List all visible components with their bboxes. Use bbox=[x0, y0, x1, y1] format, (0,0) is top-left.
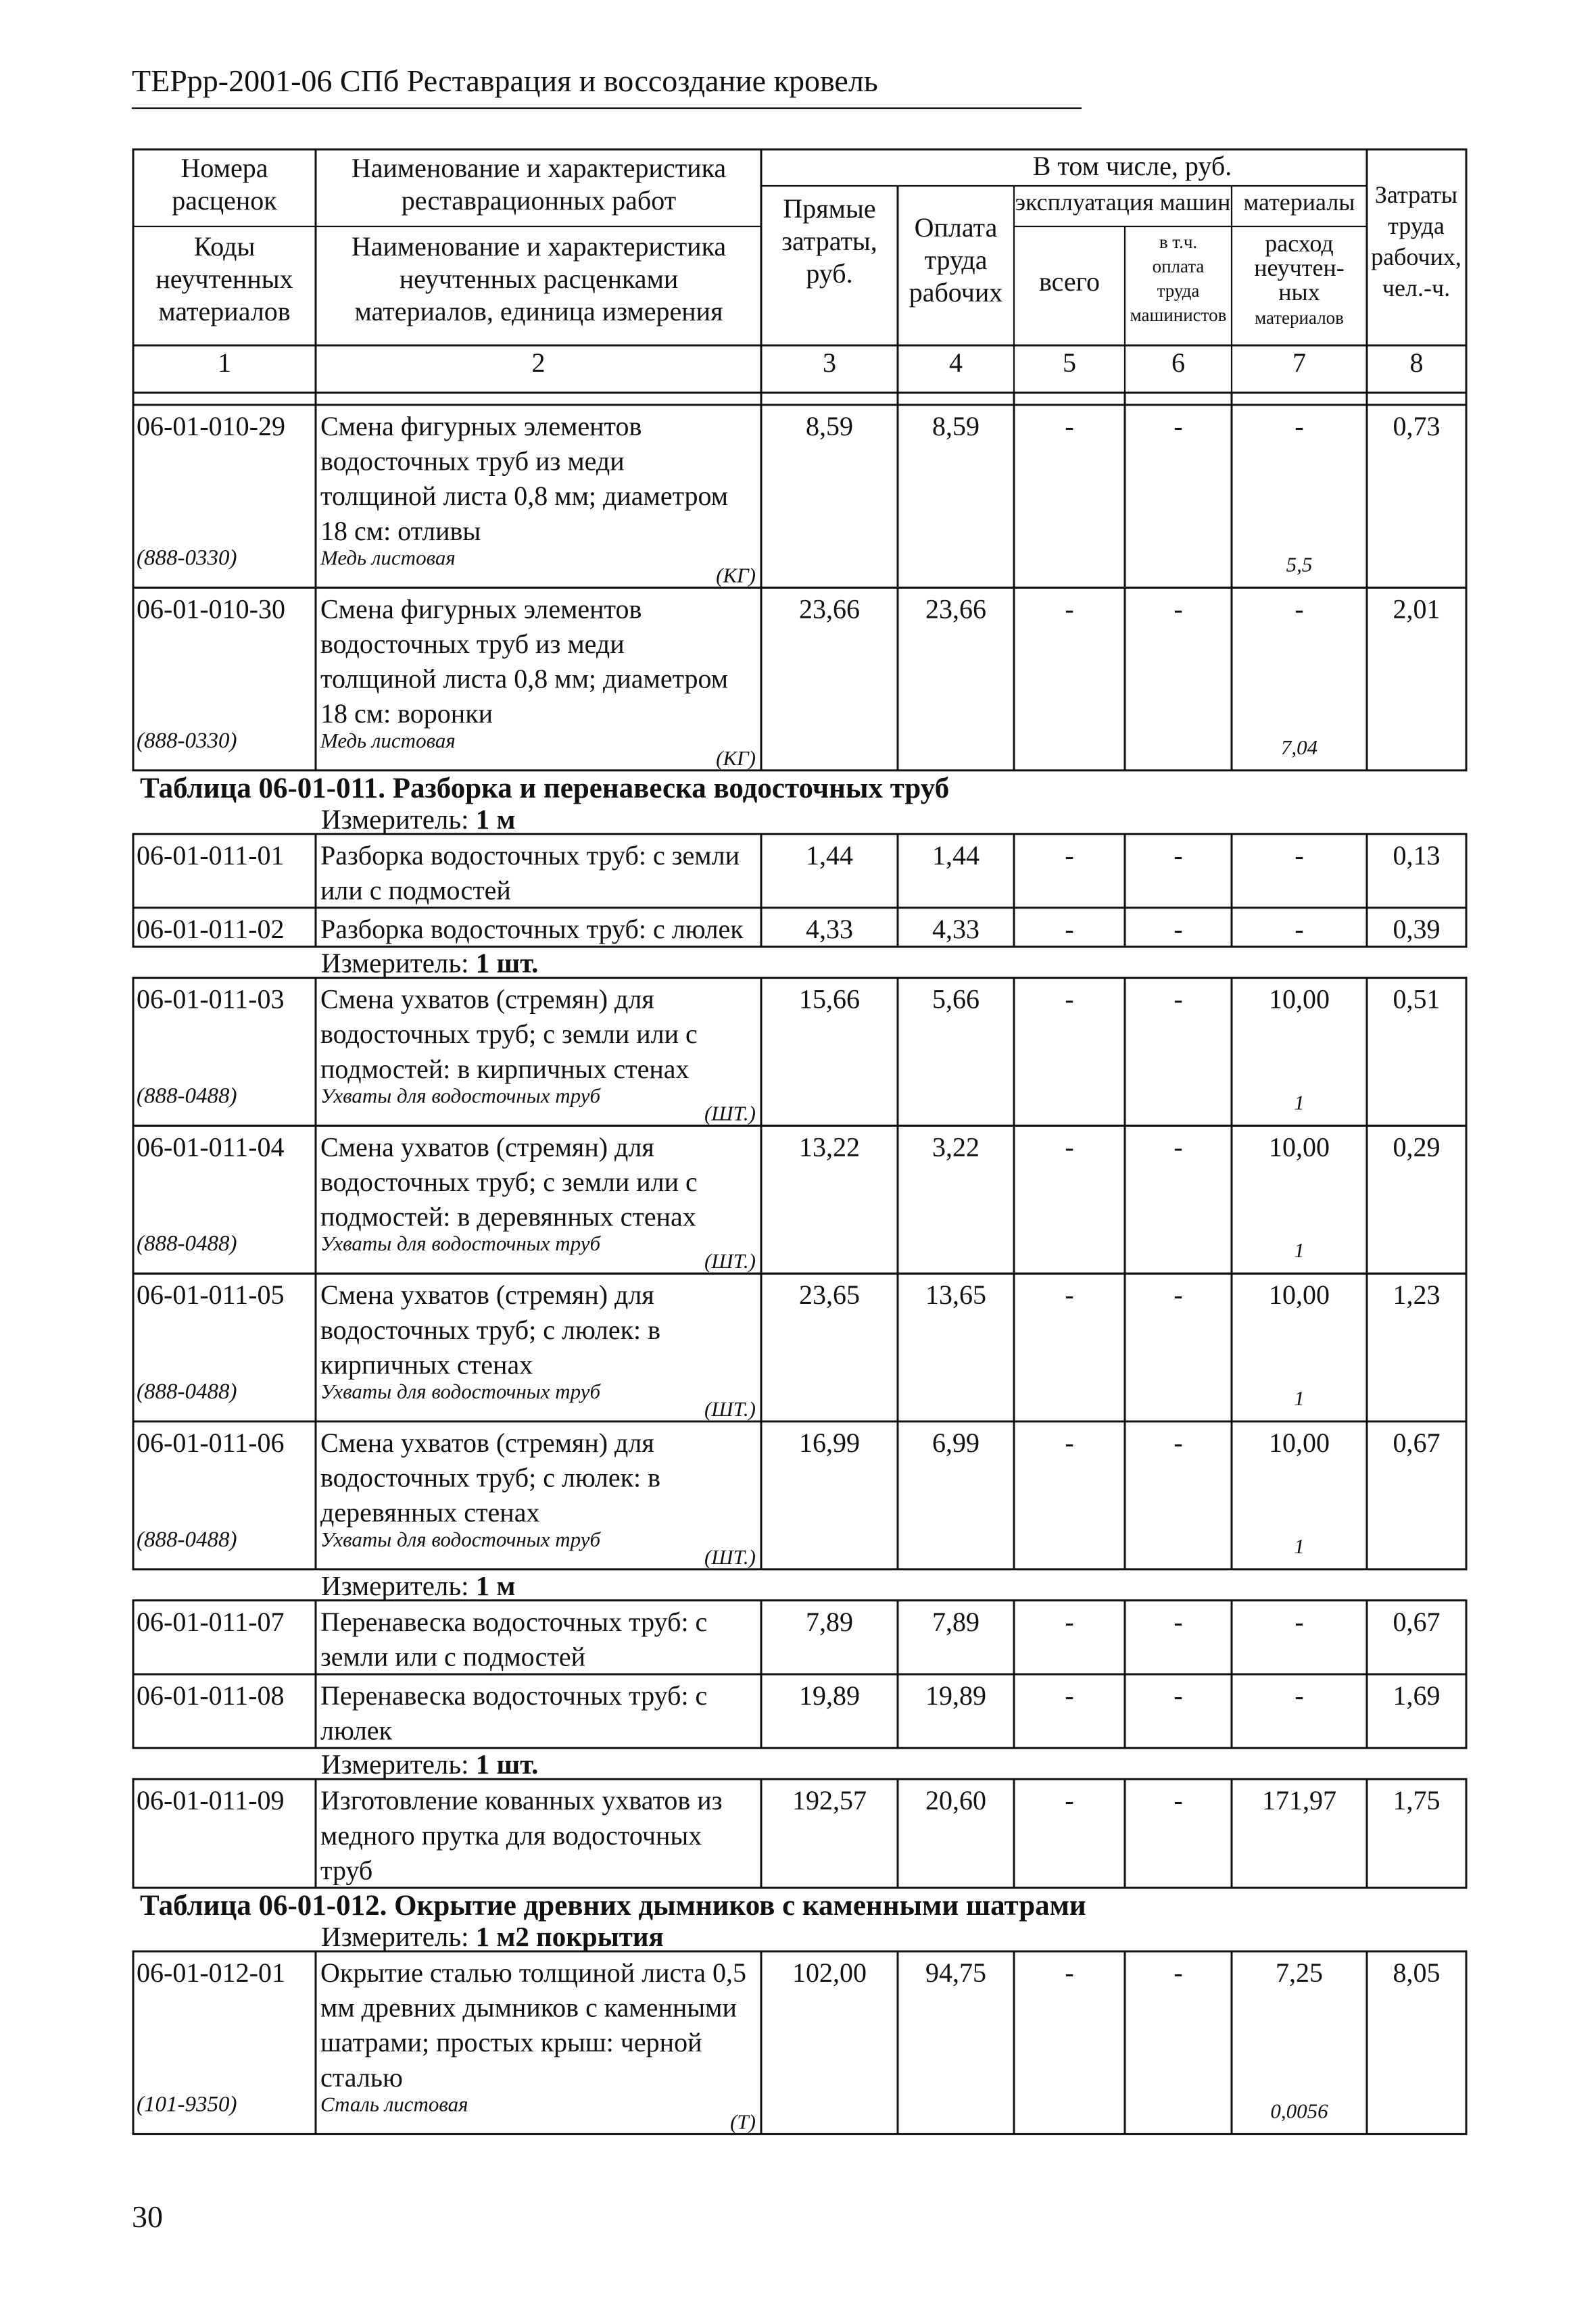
header-col1-sub2: неучтенных bbox=[155, 264, 293, 294]
machinist-labor: - bbox=[1174, 593, 1183, 625]
table-row bbox=[133, 1273, 1466, 1421]
material-qty: 1 bbox=[1294, 1090, 1305, 1115]
material-unit: (ШТ.) bbox=[704, 1101, 756, 1125]
machinist-labor: - bbox=[1174, 914, 1183, 944]
material-qty: 1 bbox=[1294, 1534, 1305, 1558]
table-row bbox=[133, 1779, 1466, 1888]
material-code: (888-0330) bbox=[137, 728, 237, 753]
direct-cost: 13,22 bbox=[799, 1131, 860, 1163]
material-code: (888-0488) bbox=[137, 1232, 237, 1257]
material-cost: - bbox=[1295, 411, 1304, 441]
material-unit: (КГ) bbox=[716, 746, 756, 770]
material-cost: 171,97 bbox=[1262, 1785, 1336, 1816]
header-col8-line3: рабочих, bbox=[1371, 243, 1461, 270]
work-name-line: Перенавеска водосточных труб: с bbox=[320, 1606, 708, 1637]
labor-hours: 1,69 bbox=[1393, 1680, 1441, 1711]
table-row bbox=[133, 1951, 1466, 2134]
material-qty: 1 bbox=[1294, 1386, 1305, 1410]
material-code: (101-9350) bbox=[137, 2092, 237, 2117]
machine-cost: - bbox=[1065, 839, 1074, 871]
machinist-labor: - bbox=[1174, 1957, 1183, 1988]
header-col7-line1: расход bbox=[1265, 230, 1334, 257]
meter-label: Измеритель: 1 шт. bbox=[321, 1749, 539, 1780]
machinist-labor: - bbox=[1174, 839, 1183, 871]
column-number: 7 bbox=[1292, 347, 1306, 378]
machine-cost: - bbox=[1065, 411, 1074, 441]
material-cost: - bbox=[1295, 593, 1304, 625]
work-name-line: водосточных труб; с люлек: в bbox=[320, 1314, 661, 1345]
direct-cost: 15,66 bbox=[799, 983, 860, 1015]
work-name-line: Разборка водосточных труб: с люлек bbox=[320, 914, 744, 944]
work-name-line: подмостей: в деревянных стенах bbox=[320, 1201, 696, 1232]
rate-code: 06-01-011-07 bbox=[137, 1606, 285, 1637]
header-col3-line2: затраты, bbox=[781, 226, 877, 256]
labor-cost: 23,66 bbox=[925, 593, 986, 625]
material-qty: 1 bbox=[1294, 1238, 1305, 1263]
machinist-labor: - bbox=[1174, 1785, 1183, 1816]
meter-label: Измеритель: 1 м bbox=[321, 1569, 516, 1601]
material-name: Ухваты для водосточных труб bbox=[320, 1232, 601, 1256]
work-name-line: или с подмостей bbox=[320, 875, 511, 906]
header-col1-sub1: Коды bbox=[193, 231, 256, 262]
direct-cost: 16,99 bbox=[799, 1428, 860, 1458]
header-col7-line3: ных bbox=[1278, 278, 1320, 306]
labor-cost: 20,60 bbox=[925, 1785, 986, 1816]
labor-cost: 94,75 bbox=[925, 1957, 986, 1988]
labor-hours: 0,51 bbox=[1393, 983, 1441, 1015]
machinist-labor: - bbox=[1174, 1428, 1183, 1458]
direct-cost: 4,33 bbox=[806, 914, 853, 944]
header-col2-line2: реставрационных работ bbox=[401, 185, 677, 216]
material-name: Ухваты для водосточных труб bbox=[320, 1380, 601, 1403]
material-code: (888-0488) bbox=[137, 1083, 237, 1108]
labor-hours: 0,39 bbox=[1393, 914, 1441, 944]
direct-cost: 7,89 bbox=[806, 1606, 853, 1637]
work-name-line: Смена фигурных элементов bbox=[320, 411, 642, 441]
meter-label: Измеритель: 1 м2 покрытия bbox=[321, 1921, 664, 1952]
material-code: (888-0330) bbox=[137, 545, 237, 570]
material-code: (888-0488) bbox=[137, 1380, 237, 1404]
material-name: Ухваты для водосточных труб bbox=[320, 1083, 601, 1108]
material-unit: (ШТ.) bbox=[704, 1249, 756, 1273]
work-name-line: люлек bbox=[320, 1715, 392, 1746]
work-name-line: Окрытие сталью толщиной листа 0,5 bbox=[320, 1957, 746, 1988]
table-row bbox=[133, 405, 1466, 587]
header-col2-sub3: материалов, единица измерения bbox=[354, 296, 723, 326]
header-col7-line2: неучтен- bbox=[1254, 254, 1345, 281]
machine-cost: - bbox=[1065, 1957, 1074, 1988]
direct-cost: 19,89 bbox=[799, 1680, 860, 1711]
material-name: Ухваты для водосточных труб bbox=[320, 1527, 601, 1551]
work-name-line: 18 см: воронки bbox=[320, 698, 493, 729]
material-name: Сталь листовая bbox=[320, 2092, 468, 2116]
meter-label: Измеритель: 1 шт. bbox=[321, 947, 539, 979]
header-col2-sub2: неучтенных расценками bbox=[399, 264, 679, 294]
rate-code: 06-01-011-05 bbox=[137, 1280, 285, 1311]
material-qty: 0,0056 bbox=[1270, 2099, 1328, 2123]
running-head: ТЕРрр-2001-06 СПб Реставрация и воссоздание кровель bbox=[132, 64, 878, 98]
header-machines: эксплуатация машин bbox=[1015, 189, 1231, 216]
column-number: 1 bbox=[218, 347, 231, 378]
header-col7-line4: материалов bbox=[1255, 308, 1344, 328]
work-name-line: Перенавеска водосточных труб: с bbox=[320, 1680, 708, 1711]
labor-cost: 5,66 bbox=[932, 983, 980, 1015]
labor-cost: 4,33 bbox=[932, 914, 980, 944]
work-name-line: 18 см: отливы bbox=[320, 515, 481, 546]
header-col5: всего bbox=[1038, 266, 1101, 297]
labor-cost: 1,44 bbox=[932, 839, 980, 871]
table-row bbox=[133, 834, 1466, 908]
material-cost: 10,00 bbox=[1269, 1428, 1330, 1458]
work-name-line: Разборка водосточных труб: с земли bbox=[320, 839, 740, 871]
table-row bbox=[133, 908, 1466, 947]
work-name-line: водосточных труб из меди bbox=[320, 629, 625, 659]
page-number: 30 bbox=[132, 2199, 163, 2234]
labor-hours: 8,05 bbox=[1393, 1957, 1441, 1988]
rate-code: 06-01-011-08 bbox=[137, 1680, 285, 1711]
work-name-line: подмостей: в кирпичных стенах bbox=[320, 1053, 690, 1084]
table-row bbox=[133, 978, 1466, 1126]
header-col1-line2: расценок bbox=[172, 185, 277, 216]
work-name-line: Смена ухватов (стремян) для bbox=[320, 983, 654, 1015]
header-col6-line1: в т.ч. bbox=[1159, 232, 1198, 252]
header-col1-sub3: материалов bbox=[158, 296, 291, 326]
material-cost: - bbox=[1295, 839, 1304, 871]
header-col8-line4: чел.-ч. bbox=[1382, 274, 1451, 301]
table-row bbox=[133, 1125, 1466, 1273]
table-section bbox=[133, 773, 1466, 1888]
machine-cost: - bbox=[1065, 914, 1074, 944]
column-number: 5 bbox=[1063, 347, 1076, 378]
machine-cost: - bbox=[1065, 1280, 1074, 1311]
header-col6-line2: оплата bbox=[1152, 256, 1205, 276]
machinist-labor: - bbox=[1174, 983, 1183, 1015]
work-name-line: кирпичных стенах bbox=[320, 1349, 533, 1380]
header-col2-line1: Наименование и характеристика bbox=[351, 153, 727, 183]
direct-cost: 23,65 bbox=[799, 1280, 860, 1311]
labor-cost: 8,59 bbox=[932, 411, 980, 441]
direct-cost: 1,44 bbox=[806, 839, 853, 871]
rate-code: 06-01-011-01 bbox=[137, 839, 285, 871]
material-name: Медь листовая bbox=[320, 545, 456, 570]
material-unit: (Т) bbox=[730, 2110, 756, 2134]
work-name-line: медного прутка для водосточных bbox=[320, 1820, 702, 1851]
material-cost: 7,25 bbox=[1276, 1957, 1323, 1988]
header-col8-line2: труда bbox=[1388, 212, 1445, 239]
header-col4-line3: рабочих bbox=[909, 277, 1003, 308]
column-number: 8 bbox=[1409, 347, 1424, 378]
labor-cost: 7,89 bbox=[932, 1606, 980, 1637]
material-name: Медь листовая bbox=[320, 728, 456, 752]
work-name-line: Смена фигурных элементов bbox=[320, 593, 642, 625]
machine-cost: - bbox=[1065, 1131, 1074, 1163]
work-name-line: Смена ухватов (стремян) для bbox=[320, 1428, 654, 1458]
rate-code: 06-01-012-01 bbox=[137, 1957, 285, 1988]
header-col4-line2: труда bbox=[924, 245, 988, 275]
table-row bbox=[133, 1601, 1466, 1674]
work-name-line: водосточных труб; с земли или с bbox=[320, 1167, 698, 1197]
labor-cost: 13,65 bbox=[925, 1280, 986, 1311]
direct-cost: 23,66 bbox=[799, 593, 860, 625]
labor-hours: 0,29 bbox=[1393, 1131, 1441, 1163]
column-number: 6 bbox=[1171, 347, 1185, 378]
work-name-line: толщиной листа 0,8 мм; диаметром bbox=[320, 481, 729, 512]
machine-cost: - bbox=[1065, 1428, 1074, 1458]
labor-hours: 0,73 bbox=[1393, 411, 1441, 441]
labor-hours: 0,67 bbox=[1393, 1606, 1441, 1637]
column-number: 4 bbox=[949, 347, 963, 378]
header-col3-line1: Прямые bbox=[783, 193, 876, 224]
material-cost: - bbox=[1295, 1606, 1304, 1637]
material-qty: 7,04 bbox=[1280, 735, 1318, 759]
meter-label: Измеритель: 1 м bbox=[321, 803, 516, 835]
machine-cost: - bbox=[1065, 1785, 1074, 1816]
machinist-labor: - bbox=[1174, 411, 1183, 441]
material-unit: (КГ) bbox=[716, 563, 756, 587]
table-section bbox=[133, 405, 1466, 771]
direct-cost: 102,00 bbox=[792, 1957, 867, 1988]
work-name-line: труб bbox=[320, 1855, 373, 1886]
material-code: (888-0488) bbox=[137, 1527, 237, 1552]
rate-code: 06-01-010-30 bbox=[137, 593, 285, 625]
column-numbers bbox=[218, 347, 1424, 378]
header-col2-sub1: Наименование и характеристика bbox=[351, 231, 727, 262]
material-unit: (ШТ.) bbox=[704, 1397, 756, 1421]
header-materials: материалы bbox=[1243, 189, 1355, 216]
work-name-line: земли или с подмостей bbox=[320, 1641, 586, 1672]
work-name-line: водосточных труб из меди bbox=[320, 445, 625, 477]
machine-cost: - bbox=[1065, 983, 1074, 1015]
machinist-labor: - bbox=[1174, 1680, 1183, 1711]
table-caption: Таблица 06-01-012. Окрытие древних дымников с каменными шатрами bbox=[140, 1890, 1086, 1922]
table-body bbox=[133, 393, 1466, 2134]
material-cost: 10,00 bbox=[1269, 1280, 1330, 1311]
header-col4-line1: Оплата bbox=[914, 212, 998, 243]
table-section bbox=[133, 1890, 1466, 2134]
material-cost: 10,00 bbox=[1269, 983, 1330, 1015]
labor-cost: 3,22 bbox=[932, 1131, 980, 1163]
header-col6-line4: машинистов bbox=[1130, 305, 1227, 325]
work-name-line: Смена ухватов (стремян) для bbox=[320, 1280, 654, 1311]
work-name-line: водосточных труб; с люлек: в bbox=[320, 1462, 661, 1493]
labor-hours: 1,23 bbox=[1393, 1280, 1441, 1311]
machine-cost: - bbox=[1065, 1680, 1074, 1711]
labor-hours: 0,13 bbox=[1393, 839, 1441, 871]
header-col8-line1: Затраты bbox=[1374, 181, 1458, 208]
header-col1-line1: Номера bbox=[180, 153, 268, 183]
labor-cost: 6,99 bbox=[932, 1428, 980, 1458]
header-col6-line3: труда bbox=[1157, 281, 1200, 301]
work-name-line: сталью bbox=[320, 2062, 403, 2093]
table-row bbox=[133, 1674, 1466, 1748]
header-group: В том числе, руб. bbox=[1032, 151, 1232, 181]
table-header bbox=[133, 149, 1466, 393]
machinist-labor: - bbox=[1174, 1606, 1183, 1637]
rate-code: 06-01-010-29 bbox=[137, 411, 285, 441]
rate-code: 06-01-011-06 bbox=[137, 1428, 285, 1458]
direct-cost: 192,57 bbox=[792, 1785, 867, 1816]
machine-cost: - bbox=[1065, 593, 1074, 625]
rate-code: 06-01-011-09 bbox=[137, 1785, 285, 1816]
work-name-line: Изготовление кованных ухватов из bbox=[320, 1785, 723, 1816]
machinist-labor: - bbox=[1174, 1280, 1183, 1311]
labor-hours: 2,01 bbox=[1393, 593, 1441, 625]
work-name-line: Смена ухватов (стремян) для bbox=[320, 1131, 654, 1163]
direct-cost: 8,59 bbox=[806, 411, 853, 441]
rate-code: 06-01-011-02 bbox=[137, 914, 285, 944]
column-number: 3 bbox=[823, 347, 836, 378]
material-cost: - bbox=[1295, 1680, 1304, 1711]
rate-code: 06-01-011-04 bbox=[137, 1131, 285, 1163]
labor-hours: 1,75 bbox=[1393, 1785, 1441, 1816]
header-col3-line3: руб. bbox=[806, 258, 853, 289]
column-number: 2 bbox=[531, 347, 546, 378]
labor-hours: 0,67 bbox=[1393, 1428, 1441, 1458]
work-name-line: мм древних дымников с каменными bbox=[320, 1992, 737, 2023]
work-name-line: шатрами; простых крыш: черной bbox=[320, 2027, 702, 2058]
material-cost: 10,00 bbox=[1269, 1131, 1330, 1163]
material-unit: (ШТ.) bbox=[704, 1544, 756, 1569]
material-cost: - bbox=[1295, 914, 1304, 944]
labor-cost: 19,89 bbox=[925, 1680, 986, 1711]
work-name-line: толщиной листа 0,8 мм; диаметром bbox=[320, 663, 729, 694]
material-qty: 5,5 bbox=[1286, 552, 1313, 577]
work-name-line: водосточных труб; с земли или с bbox=[320, 1019, 698, 1050]
table-row bbox=[133, 587, 1466, 770]
work-name-line: деревянных стенах bbox=[320, 1497, 540, 1528]
table-caption: Таблица 06-01-011. Разборка и перенавеска водосточных труб bbox=[140, 772, 950, 804]
machine-cost: - bbox=[1065, 1606, 1074, 1637]
table-row bbox=[133, 1421, 1466, 1569]
rate-code: 06-01-011-03 bbox=[137, 983, 285, 1015]
machinist-labor: - bbox=[1174, 1131, 1183, 1163]
